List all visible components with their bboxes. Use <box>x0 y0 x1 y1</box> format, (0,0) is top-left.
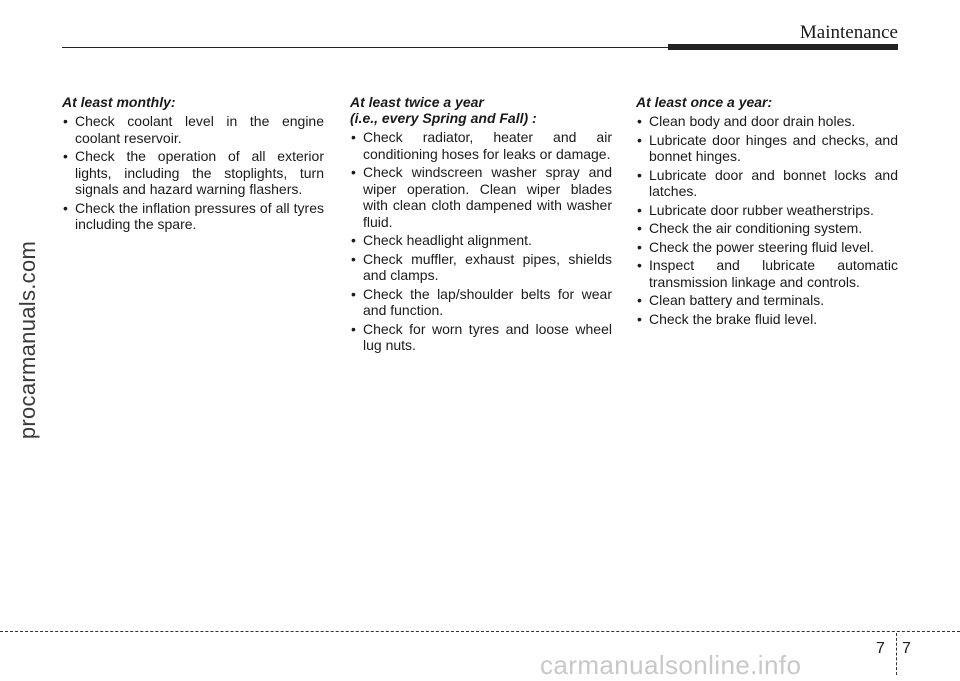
heading-line: At least once a year: <box>636 94 773 110</box>
checklist <box>636 113 898 327</box>
list-item: • Check the lap/shoulder belts for wear and function. <box>350 286 612 319</box>
checklist <box>350 129 612 354</box>
side-watermark-text: procarmanuals.com <box>15 240 41 440</box>
list-item: • Check the brake fluid level. <box>636 311 898 328</box>
heading-line: (i.e., every Spring and Fall) : <box>350 110 537 126</box>
list-item: • Lubricate door hinges and checks, and bonnet hinges. <box>636 132 898 165</box>
list-item: • Check the inflation pressures of all tyres including the spare. <box>62 200 324 233</box>
column-heading <box>350 94 612 126</box>
list-item: • Check muffler, exhaust pipes, shields and clamps. <box>350 251 612 284</box>
heading-line: At least monthly: <box>62 94 176 110</box>
side-watermark <box>8 190 48 490</box>
header-rule-accent <box>668 44 898 50</box>
list-item: • Lubricate door rubber weatherstrips. <box>636 202 898 219</box>
footer-rule <box>0 631 960 632</box>
heading-line: At least twice a year <box>350 94 484 110</box>
checklist <box>62 113 324 233</box>
list-item: • Check windscreen washer spray and wiper operation. Clean wiper blades with clean cloth dampened with washer fluid. <box>350 164 612 230</box>
list-item: • Check the power steering fluid level. <box>636 239 898 256</box>
column-heading <box>636 94 898 110</box>
list-item: • Check the operation of all exterior lights, including the stoplights, turn signals and hazard warning flashers. <box>62 148 324 198</box>
list-item: • Clean body and door drain holes. <box>636 113 898 130</box>
chapter-number: 7 <box>876 640 885 657</box>
list-item: • Check radiator, heater and air conditioning hoses for leaks or damage. <box>350 129 612 162</box>
column-monthly <box>62 94 324 235</box>
bottom-watermark: carmanualsonline.info <box>540 650 802 680</box>
footer-divider <box>896 633 897 675</box>
list-item: • Clean battery and terminals. <box>636 292 898 309</box>
column-heading <box>62 94 324 110</box>
list-item: • Check coolant level in the engine coolant reservoir. <box>62 113 324 146</box>
list-item: • Lubricate door and bonnet locks and latches. <box>636 167 898 200</box>
column-once-a-year <box>636 94 898 329</box>
list-item: • Check for worn tyres and loose wheel lug nuts. <box>350 321 612 354</box>
list-item: • Inspect and lubricate automatic transmission linkage and controls. <box>636 257 898 290</box>
section-title: Maintenance <box>799 22 898 43</box>
list-item: • Check the air conditioning system. <box>636 220 898 237</box>
list-item: • Check headlight alignment. <box>350 232 612 249</box>
page-number: 7 <box>902 640 911 657</box>
column-twice-a-year <box>350 94 612 356</box>
